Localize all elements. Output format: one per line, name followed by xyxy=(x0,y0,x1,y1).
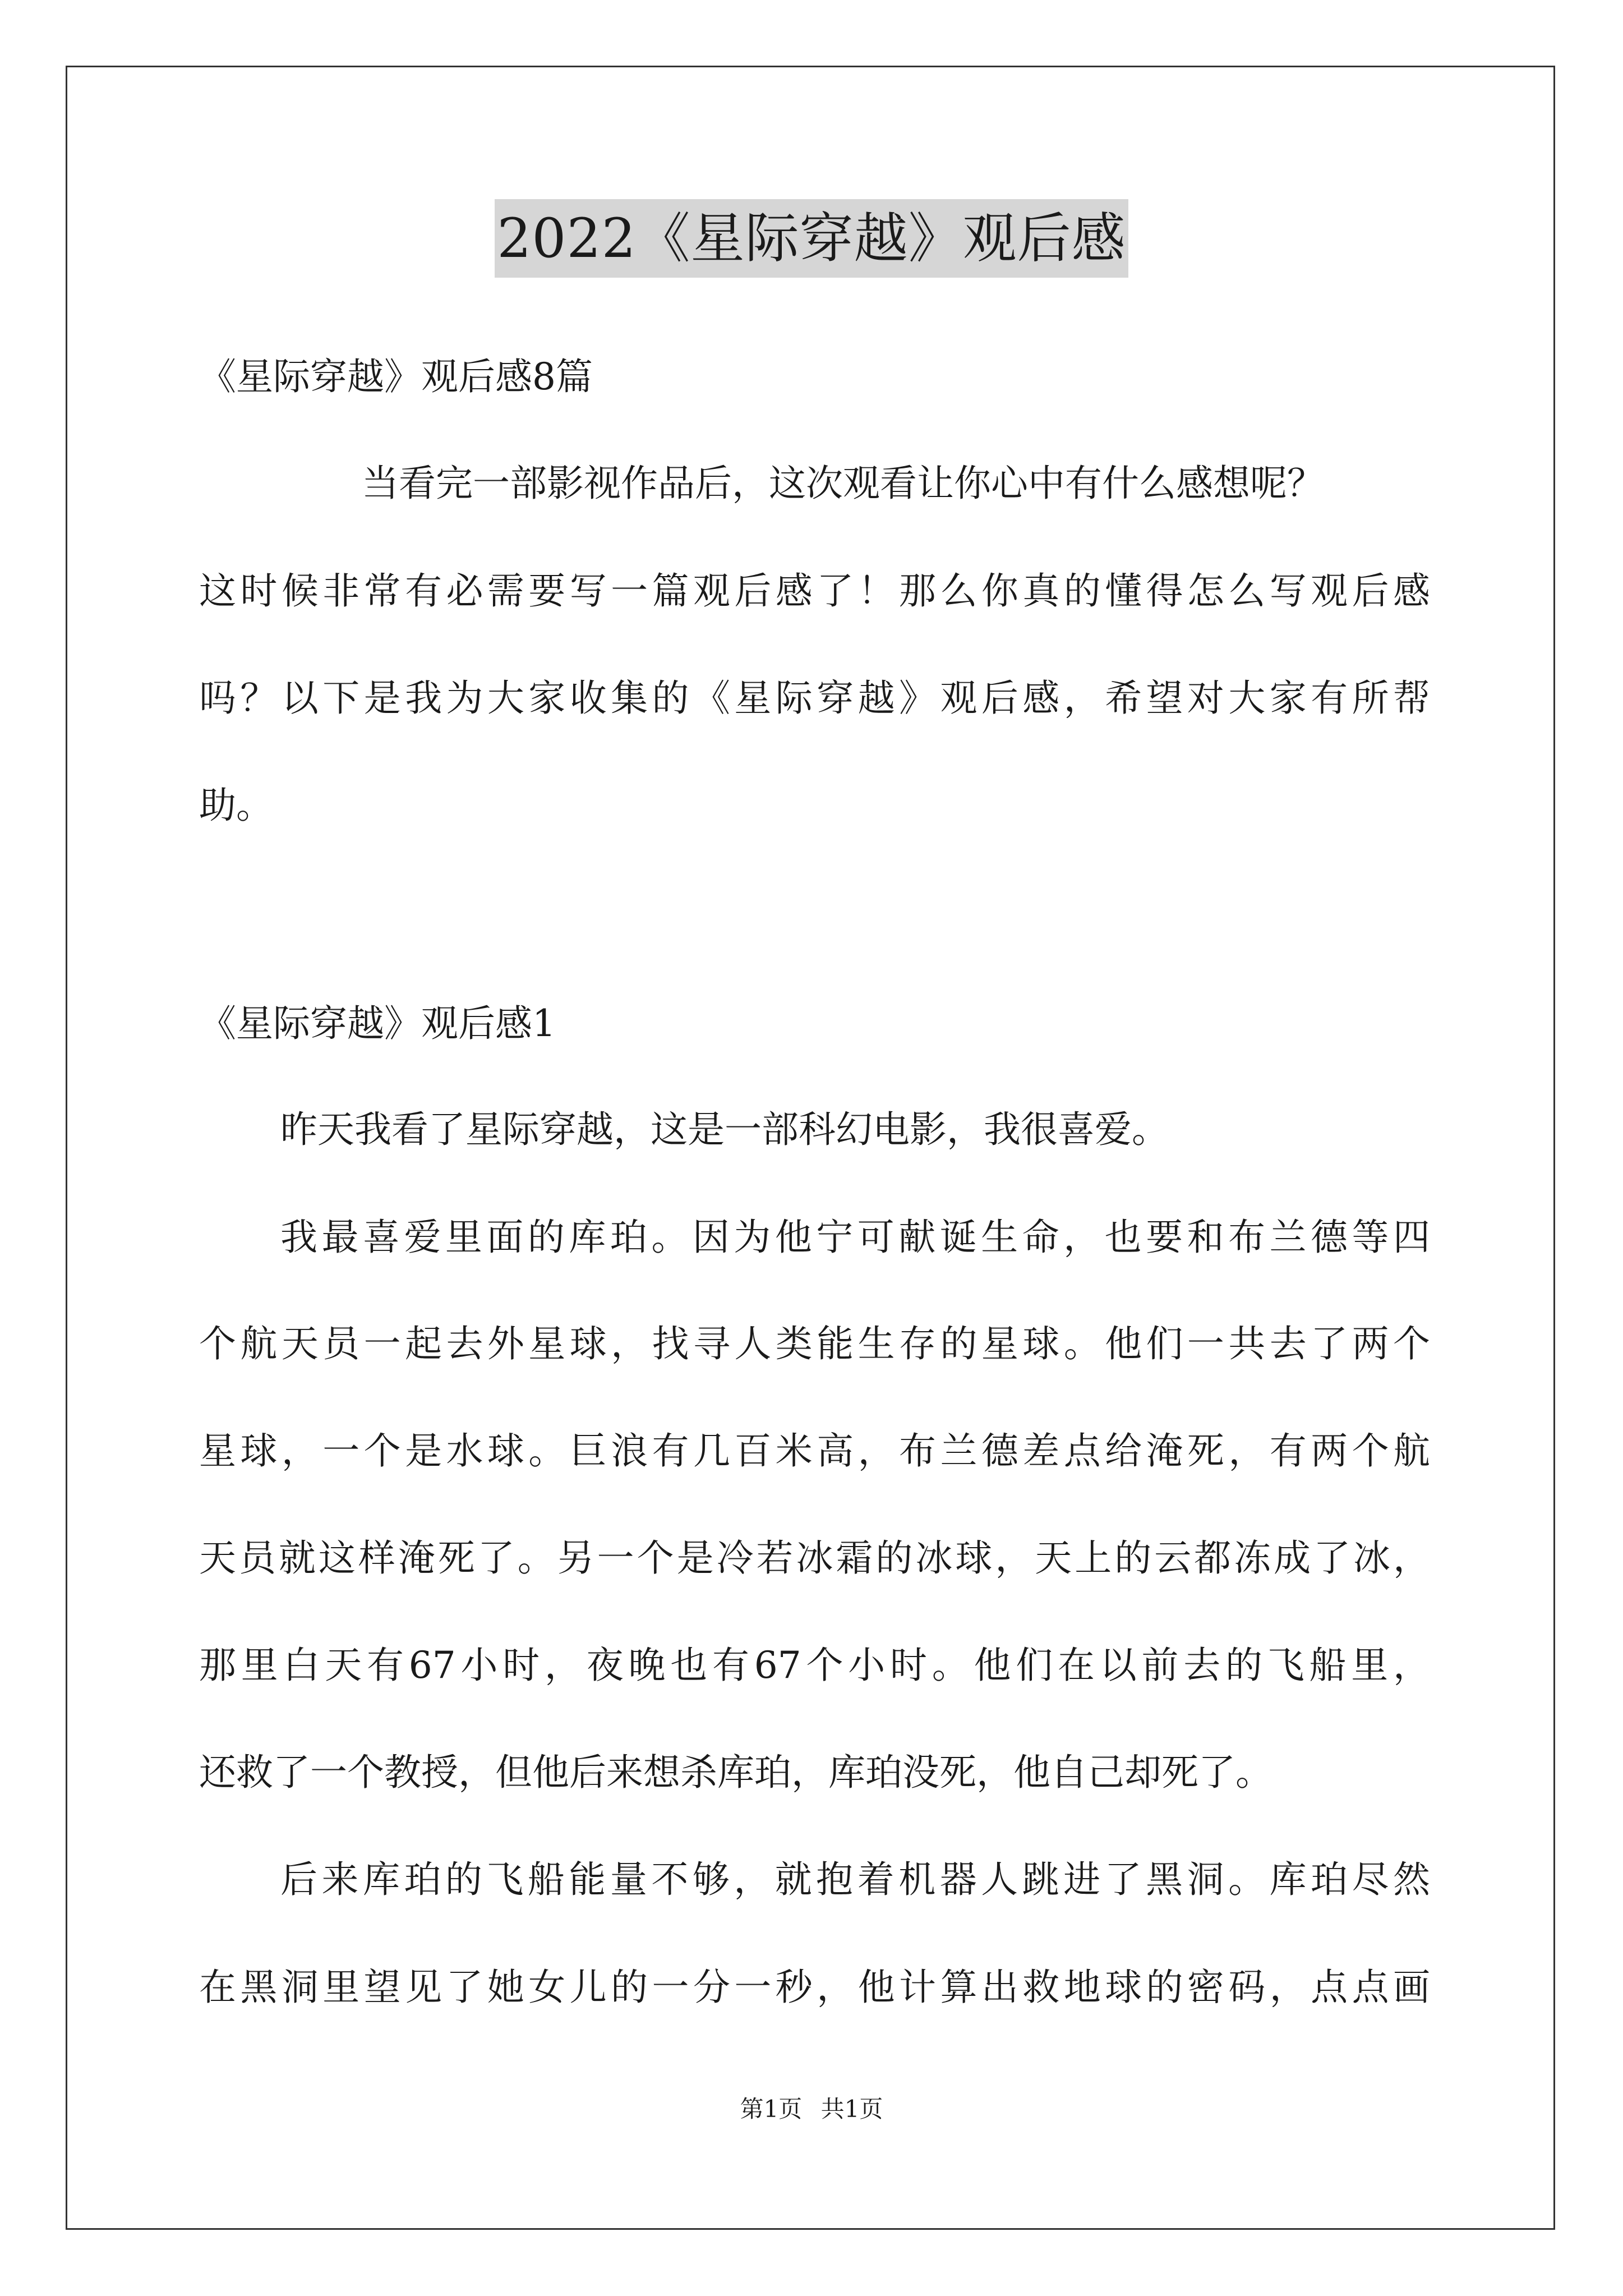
body-line: 天员就这样淹死了。另一个是冷若冰霜的冰球，天上的云都冻成了冰， xyxy=(199,1536,1430,1580)
intro-line: 这时候非常有必需要写一篇观后感了！那么你真的懂得怎么写观后感 xyxy=(199,569,1430,613)
body-line: 个航天员一起去外星球，找寻人类能生存的星球。他们一共去了两个 xyxy=(199,1322,1430,1365)
document-title: 2022《星际穿越》观后感 xyxy=(495,199,1128,278)
page-total: 共1页 xyxy=(820,2095,883,2123)
intro-line: 助。 xyxy=(199,784,273,827)
intro-line: 吗？以下是我为大家收集的《星际穿越》观后感，希望对大家有所帮 xyxy=(199,677,1430,720)
body-line: 在黑洞里望见了她女儿的一分一秒，他计算出救地球的密码，点点画 xyxy=(199,1966,1430,2009)
intro-line: 当看完一部影视作品后，这次观看让你心中有什么感想呢？ xyxy=(362,462,1324,505)
body-line: 后来库珀的飞船能量不够，就抱着机器人跳进了黑洞。库珀尽然 xyxy=(280,1858,1430,1901)
body-line: 还救了一个教授，但他后来想杀库珀，库珀没死，他自己却死了。 xyxy=(199,1751,1272,1794)
body-line: 我最喜爱里面的库珀。因为他宁可献诞生命，也要和布兰德等四 xyxy=(280,1216,1430,1259)
document-subtitle: 《星际穿越》观后感8篇 xyxy=(199,355,593,398)
title-container xyxy=(0,199,1623,278)
page-number: 第1页 xyxy=(740,2095,803,2123)
page-footer xyxy=(0,2092,1623,2126)
body-line: 那里白天有67小时，夜晚也有67个小时。他们在以前去的飞船里， xyxy=(199,1644,1430,1687)
body-line: 星球，一个是水球。巨浪有几百米高，布兰德差点给淹死，有两个航 xyxy=(199,1429,1430,1473)
section-heading: 《星际穿越》观后感1 xyxy=(199,1002,556,1045)
body-line: 昨天我看了星际穿越，这是一部科幻电影，我很喜爱。 xyxy=(280,1108,1169,1151)
